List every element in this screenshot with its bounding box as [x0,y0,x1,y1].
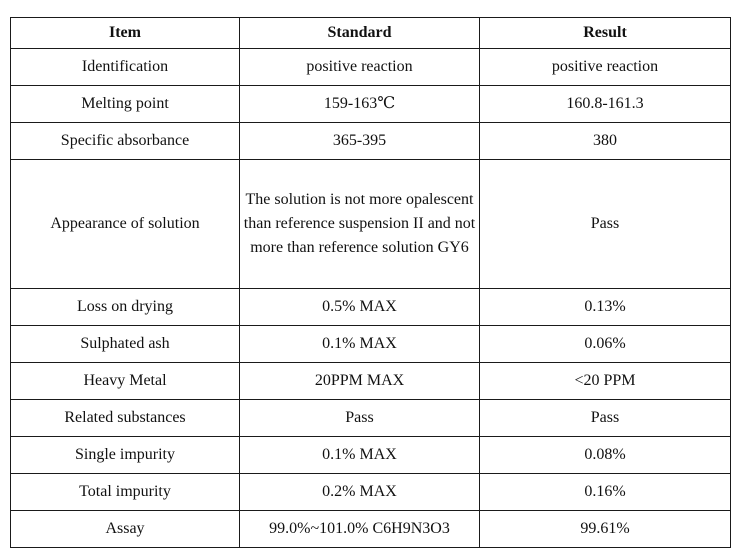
standard-cell: 99.0%~101.0% C6H9N3O3 [240,511,480,548]
table-row [11,326,731,363]
specification-table [10,17,731,548]
header-standard: Standard [240,18,480,49]
result-cell: 160.8-161.3 [480,86,731,123]
result-cell: positive reaction [480,49,731,86]
table-row [11,49,731,86]
result-cell: 0.08% [480,437,731,474]
standard-cell: 0.2% MAX [240,474,480,511]
header-result: Result [480,18,731,49]
standard-cell: 0.5% MAX [240,289,480,326]
item-cell: Appearance of solution [11,160,240,289]
table-row [11,160,731,289]
standard-cell: Pass [240,400,480,437]
result-cell: 0.13% [480,289,731,326]
item-cell: Related substances [11,400,240,437]
item-cell: Heavy Metal [11,363,240,400]
result-cell: Pass [480,160,731,289]
item-cell: Melting point [11,86,240,123]
standard-multiline-text: The solution is not more opalescent than reference suspension II and not more than reference solution GY6 [243,191,476,256]
item-cell: Assay [11,511,240,548]
table-row [11,363,731,400]
result-cell: <20 PPM [480,363,731,400]
standard-cell: 20PPM MAX [240,363,480,400]
standard-cell: positive reaction [240,49,480,86]
table-row [11,289,731,326]
standard-cell: 159-163℃ [240,86,480,123]
header-item: Item [11,18,240,49]
table-row [11,474,731,511]
result-cell: 0.06% [480,326,731,363]
header-row [11,18,731,49]
standard-cell: 0.1% MAX [240,326,480,363]
table-row [11,86,731,123]
result-cell: 99.61% [480,511,731,548]
item-cell: Loss on drying [11,289,240,326]
result-cell: 0.16% [480,474,731,511]
item-cell: Total impurity [11,474,240,511]
result-cell: Pass [480,400,731,437]
table-row [11,123,731,160]
standard-cell [240,160,480,289]
item-cell: Identification [11,49,240,86]
table-row [11,400,731,437]
standard-cell: 365-395 [240,123,480,160]
result-cell: 380 [480,123,731,160]
item-cell: Sulphated ash [11,326,240,363]
standard-cell: 0.1% MAX [240,437,480,474]
item-cell: Single impurity [11,437,240,474]
table-row [11,437,731,474]
table-row [11,511,731,548]
item-cell: Specific absorbance [11,123,240,160]
